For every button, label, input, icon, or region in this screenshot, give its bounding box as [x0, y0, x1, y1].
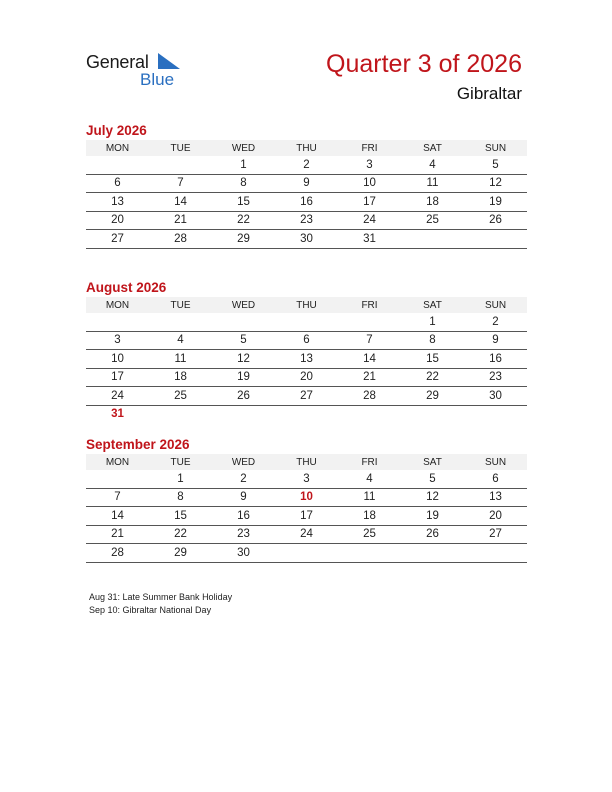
day-cell: 27 [86, 230, 149, 249]
weekday-header: MON [86, 297, 149, 313]
day-cell: 29 [401, 387, 464, 406]
day-cell: 25 [401, 211, 464, 230]
weekday-header: MON [86, 140, 149, 156]
empty-day-cell [212, 405, 275, 423]
month-block-august [86, 279, 527, 423]
week-row [86, 488, 527, 507]
day-cell: 15 [149, 507, 212, 526]
weekday-header: MON [86, 454, 149, 470]
logo-triangle-icon [158, 53, 180, 69]
day-cell: 2 [275, 156, 338, 174]
day-cell: 8 [401, 331, 464, 350]
day-cell: 11 [401, 174, 464, 193]
day-cell: 5 [464, 156, 527, 174]
day-cell: 28 [149, 230, 212, 249]
logo [86, 50, 196, 90]
empty-day-cell [338, 313, 401, 331]
day-cell: 26 [401, 525, 464, 544]
day-cell: 28 [86, 544, 149, 563]
day-cell: 4 [149, 331, 212, 350]
day-cell: 26 [212, 387, 275, 406]
day-cell: 6 [464, 470, 527, 488]
week-row [86, 331, 527, 350]
empty-day-cell [86, 156, 149, 174]
day-cell: 4 [338, 470, 401, 488]
empty-day-cell [338, 405, 401, 423]
day-cell: 7 [338, 331, 401, 350]
month-block-september [86, 436, 527, 563]
day-cell: 12 [212, 350, 275, 369]
day-cell: 9 [464, 331, 527, 350]
day-cell: 29 [149, 544, 212, 563]
holiday-note: Aug 31: Late Summer Bank Holiday [89, 592, 233, 602]
empty-day-cell [149, 313, 212, 331]
week-row [86, 174, 527, 193]
day-cell: 28 [338, 387, 401, 406]
day-cell: 15 [401, 350, 464, 369]
holiday-note: Sep 10: Gibraltar National Day [89, 604, 212, 615]
day-cell: 29 [212, 230, 275, 249]
day-cell: 26 [464, 211, 527, 230]
weekday-header-row [86, 140, 527, 156]
day-cell: 5 [401, 470, 464, 488]
week-row [86, 368, 527, 387]
weekday-header: WED [212, 454, 275, 470]
day-cell: 10 [86, 350, 149, 369]
empty-day-cell [275, 544, 338, 563]
weekday-header: FRI [338, 297, 401, 313]
week-row [86, 405, 527, 423]
day-cell: 18 [338, 507, 401, 526]
month-calendar-table [86, 454, 527, 563]
day-cell: 1 [149, 470, 212, 488]
empty-day-cell [212, 313, 275, 331]
weekday-header: SAT [401, 140, 464, 156]
empty-day-cell [401, 405, 464, 423]
day-cell: 19 [212, 368, 275, 387]
empty-day-cell [401, 230, 464, 249]
day-cell: 3 [86, 331, 149, 350]
day-cell: 24 [338, 211, 401, 230]
month-calendar-table [86, 297, 527, 423]
day-cell: 19 [401, 507, 464, 526]
day-cell: 27 [464, 525, 527, 544]
month-block-july [86, 122, 527, 249]
week-row [86, 230, 527, 249]
logo-general-text: General [86, 52, 149, 72]
day-cell: 17 [338, 193, 401, 212]
weekday-header: SAT [401, 454, 464, 470]
day-cell: 4 [401, 156, 464, 174]
day-cell: 7 [149, 174, 212, 193]
day-cell: 9 [275, 174, 338, 193]
day-cell: 17 [275, 507, 338, 526]
day-cell: 14 [149, 193, 212, 212]
empty-day-cell [86, 470, 149, 488]
weekday-header: WED [212, 297, 275, 313]
day-cell: 6 [275, 331, 338, 350]
day-cell: 6 [86, 174, 149, 193]
month-calendar-table [86, 140, 527, 249]
empty-day-cell [86, 313, 149, 331]
day-cell: 13 [275, 350, 338, 369]
empty-day-cell [149, 156, 212, 174]
empty-day-cell [338, 544, 401, 563]
day-cell: 18 [401, 193, 464, 212]
day-cell: 27 [275, 387, 338, 406]
weekday-header: THU [275, 140, 338, 156]
week-row [86, 211, 527, 230]
day-cell: 31 [338, 230, 401, 249]
weekday-header: SUN [464, 297, 527, 313]
day-cell: 23 [212, 525, 275, 544]
day-cell: 10 [338, 174, 401, 193]
week-row [86, 507, 527, 526]
empty-day-cell [275, 313, 338, 331]
day-cell: 3 [338, 156, 401, 174]
day-cell: 31 [111, 408, 124, 421]
empty-day-cell [464, 230, 527, 249]
day-cell: 20 [86, 211, 149, 230]
day-cell: 22 [149, 525, 212, 544]
day-cell: 2 [212, 470, 275, 488]
day-cell: 3 [275, 470, 338, 488]
day-cell: 30 [275, 230, 338, 249]
day-cell: 21 [338, 368, 401, 387]
day-cell: 30 [464, 387, 527, 406]
weekday-header: TUE [149, 454, 212, 470]
empty-day-cell [149, 405, 212, 423]
day-cell: 17 [86, 368, 149, 387]
weekday-header: SUN [464, 454, 527, 470]
day-cell: 5 [212, 331, 275, 350]
day-cell: 11 [149, 350, 212, 369]
month-title: September 2026 [86, 437, 190, 452]
day-cell: 14 [86, 507, 149, 526]
day-cell: 1 [212, 156, 275, 174]
day-cell: 12 [464, 174, 527, 193]
holiday-notes [89, 591, 232, 616]
weekday-header: TUE [149, 297, 212, 313]
day-cell: 30 [212, 544, 275, 563]
day-cell: 19 [464, 193, 527, 212]
day-cell: 14 [338, 350, 401, 369]
weekday-header: TUE [149, 140, 212, 156]
day-cell: 24 [86, 387, 149, 406]
month-title: July 2026 [86, 123, 147, 138]
day-cell: 24 [275, 525, 338, 544]
weekday-header: SAT [401, 297, 464, 313]
week-row [86, 313, 527, 331]
empty-day-cell [464, 544, 527, 563]
weekday-header: WED [212, 140, 275, 156]
day-cell: 13 [86, 193, 149, 212]
day-cell: 20 [275, 368, 338, 387]
day-cell: 20 [464, 507, 527, 526]
day-cell: 18 [149, 368, 212, 387]
day-cell: 1 [401, 313, 464, 331]
day-cell: 23 [275, 211, 338, 230]
day-cell: 8 [149, 488, 212, 507]
weekday-header: FRI [338, 454, 401, 470]
day-cell: 25 [149, 387, 212, 406]
week-row [86, 156, 527, 174]
day-cell: 2 [464, 313, 527, 331]
day-cell: 21 [149, 211, 212, 230]
week-row [86, 470, 527, 488]
week-row [86, 350, 527, 369]
week-row [86, 525, 527, 544]
day-cell: 22 [212, 211, 275, 230]
empty-day-cell [464, 405, 527, 423]
day-cell: 12 [401, 488, 464, 507]
day-cell: 22 [401, 368, 464, 387]
weekday-header: SUN [464, 140, 527, 156]
empty-day-cell [275, 405, 338, 423]
day-cell: 16 [212, 507, 275, 526]
weekday-header: FRI [338, 140, 401, 156]
weekday-header: THU [275, 297, 338, 313]
day-cell: 10 [275, 488, 338, 507]
day-cell: 16 [275, 193, 338, 212]
weekday-header: THU [275, 454, 338, 470]
day-cell: 9 [212, 488, 275, 507]
day-cell: 8 [212, 174, 275, 193]
country-name: Gibraltar [456, 84, 522, 103]
day-cell: 13 [464, 488, 527, 507]
empty-day-cell [401, 544, 464, 563]
day-cell: 23 [464, 368, 527, 387]
month-title: August 2026 [86, 280, 167, 295]
day-cell: 11 [338, 488, 401, 507]
logo-blue-text: Blue [140, 70, 175, 89]
week-row [86, 193, 527, 212]
weekday-header-row [86, 297, 527, 313]
day-cell: 21 [86, 525, 149, 544]
day-cell: 16 [464, 350, 527, 369]
week-row [86, 544, 527, 563]
weekday-header-row [86, 454, 527, 470]
day-cell: 15 [212, 193, 275, 212]
day-cell: 25 [338, 525, 401, 544]
day-cell: 7 [86, 488, 149, 507]
page-title: Quarter 3 of 2026 [326, 50, 522, 78]
week-row [86, 387, 527, 406]
